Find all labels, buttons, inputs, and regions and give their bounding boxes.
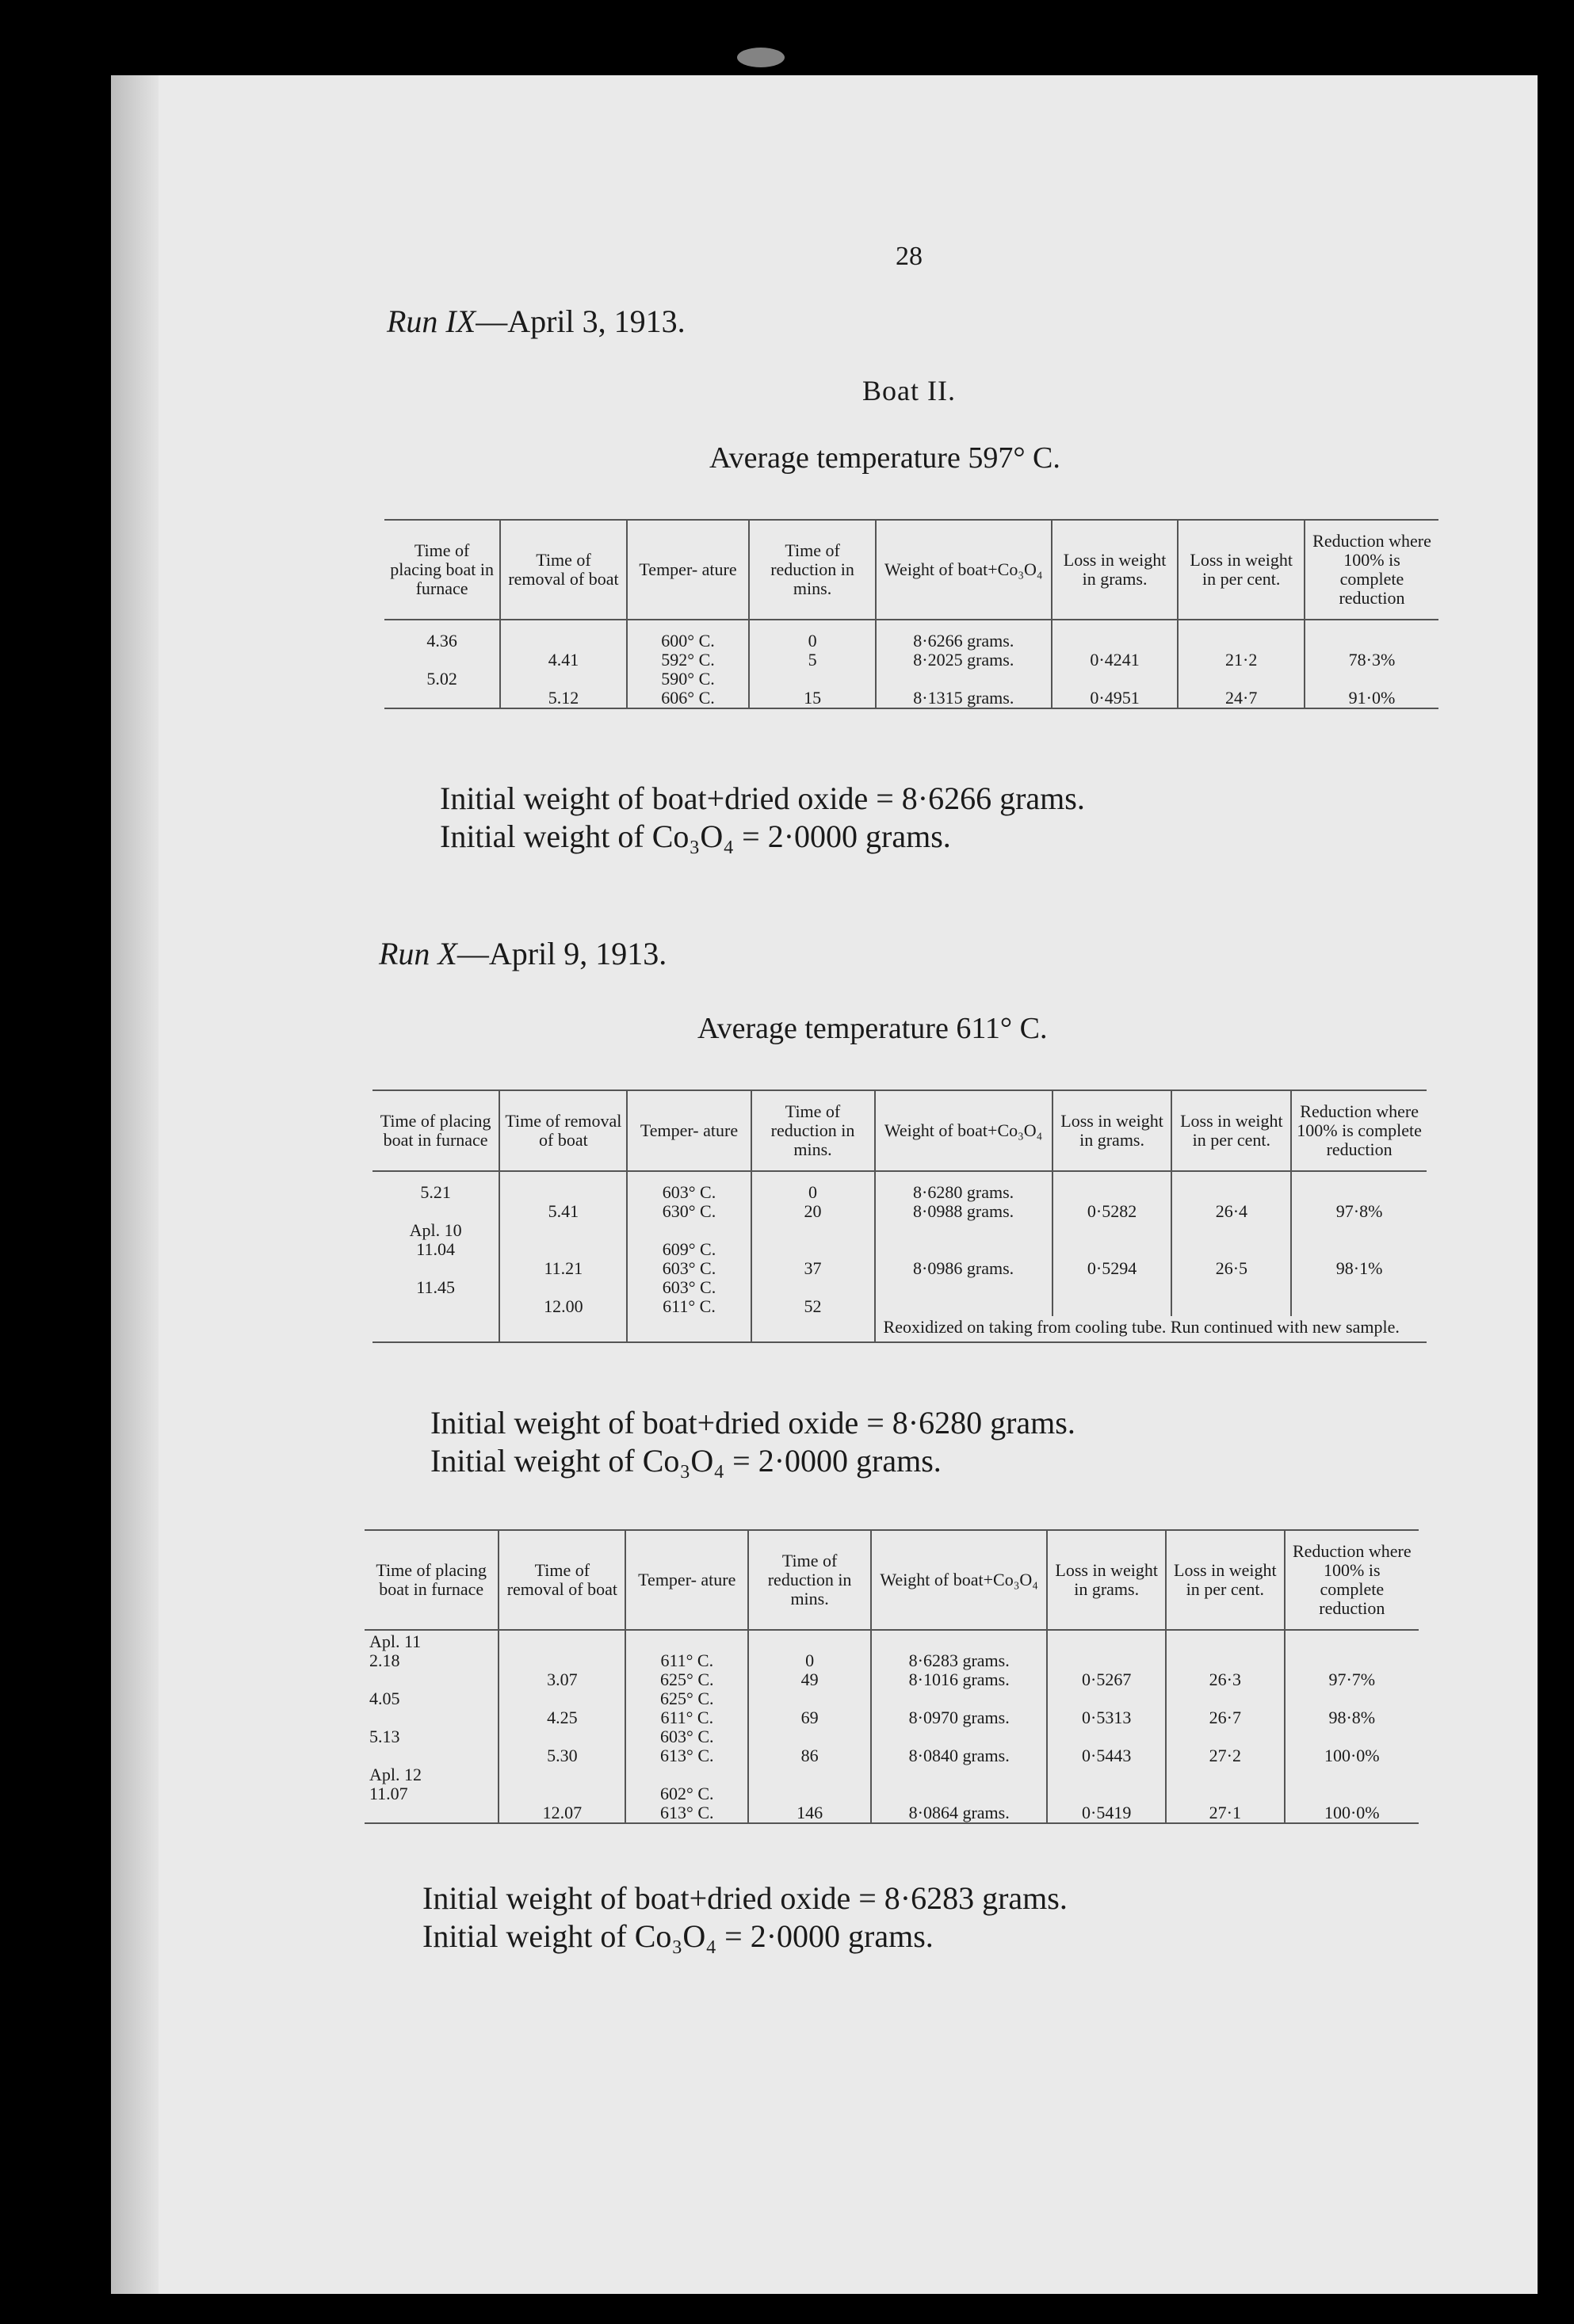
cell-minutes: 0 49 69 86 146 [748, 1630, 871, 1823]
col-reduction-time: Time of reduction in mins. [749, 520, 876, 620]
col-loss-percent: Loss in weight in per cent. [1171, 1090, 1291, 1171]
run-x-continued-table [365, 1529, 1419, 1824]
col-reduction: Reduction where 100% is complete reduction [1305, 520, 1438, 620]
run-ix-date: —April 3, 1913. [476, 303, 686, 339]
col-weight: Weight of boat+Co₃O₄ [875, 1090, 1053, 1171]
col-weight: Weight of boat+Co₃O₄ [876, 520, 1052, 620]
cell-placing: 4.36 5.02 [384, 620, 500, 708]
initial-weight-boat-oxide: Initial weight of boat+dried oxide = 8·6283 grams. [422, 1880, 1068, 1916]
cell-reduction: 78·3% 91·0% [1305, 620, 1438, 708]
cell-loss-grams: 0·4241 0·4951 [1052, 620, 1179, 708]
col-temperature: Temper- ature [627, 520, 749, 620]
initial-weight-co3o4: Initial weight of Co₃O₄ = 2·0000 grams. [440, 819, 951, 854]
col-time-removal: Time of removal of boat [499, 1530, 625, 1630]
cell-loss-percent: 26·4 26·5 [1171, 1171, 1291, 1316]
col-loss-grams: Loss in weight in grams. [1053, 1090, 1172, 1171]
boat-title: Boat II. [862, 375, 956, 406]
cell-removal: 4.41 5.12 [500, 620, 627, 708]
cell-weight: 8·6283 grams. 8·1016 grams. 8·0970 grams. 8·0840 grams. 8·0864 grams. [871, 1630, 1047, 1823]
cell-placing: Apl. 11 2.18 4.05 5.13 Apl. 12 11.07 [365, 1630, 499, 1823]
col-reduction: Reduction where 100% is complete reduction [1285, 1530, 1419, 1630]
cell-minutes: 0 5 15 [749, 620, 876, 708]
page-number: 28 [896, 242, 923, 271]
cell-removal: 3.07 4.25 5.30 12.07 [499, 1630, 625, 1823]
cell-reduction: 97·8% 98·1% [1291, 1171, 1427, 1316]
run-x-notes [430, 1404, 1075, 1480]
cell-weight: 8·6266 grams. 8·2025 grams. 8·1315 grams. [876, 620, 1052, 708]
col-time-placing: Time of placing boat in furnace [372, 1090, 499, 1171]
col-loss-grams: Loss in weight in grams. [1052, 520, 1179, 620]
table-row [384, 620, 1438, 708]
run-x-average-temperature: Average temperature 611° C. [697, 1012, 1048, 1045]
col-temperature: Temper- ature [625, 1530, 748, 1630]
cell-loss-percent: 26·3 26·7 27·2 27·1 [1166, 1630, 1285, 1823]
col-loss-percent: Loss in weight in per cent. [1166, 1530, 1285, 1630]
col-time-removal: Time of removal of boat [500, 520, 627, 620]
run-x-date: —April 9, 1913. [457, 936, 667, 971]
table-header-row [372, 1090, 1427, 1171]
table-row [372, 1171, 1427, 1316]
cell-reduction: 97·7% 98·8% 100·0% 100·0% [1285, 1630, 1419, 1823]
cell-placing: 5.21 Apl. 10 11.04 11.45 [409, 1182, 462, 1297]
cell-temperature: 611° C. 625° C. 625° C. 611° C. 603° C. 613° C. 602° C. 613° C. [625, 1630, 748, 1823]
table-header-row [384, 520, 1438, 620]
run-ix-label: Run IX [387, 303, 476, 339]
col-time-placing: Time of placing boat in furnace [384, 520, 500, 620]
cell-temperature: 603° C. 630° C. 609° C. 603° C. 603° C. 611° C. [627, 1171, 751, 1316]
run-ix-table [384, 519, 1438, 709]
run-ix-average-temperature: Average temperature 597° C. [709, 441, 1060, 475]
run-x-label: Run X [379, 936, 457, 971]
table-header-row [365, 1530, 1419, 1630]
book-spine-shadow [111, 75, 159, 2294]
cell-weight: 8·6280 grams. 8·0988 grams. 8·0986 grams. [875, 1171, 1053, 1316]
cell-loss-grams: 0·5267 0·5313 0·5443 0·5419 [1047, 1630, 1166, 1823]
cell-loss-percent: 21·2 24·7 [1178, 620, 1305, 708]
initial-weight-co3o4: Initial weight of Co₃O₄ = 2·0000 grams. [430, 1443, 942, 1479]
run-x-table [372, 1089, 1427, 1343]
run-x-continued-notes [422, 1879, 1068, 1956]
col-reduction: Reduction where 100% is complete reduction [1291, 1090, 1427, 1171]
col-temperature: Temper- ature [627, 1090, 751, 1171]
col-weight: Weight of boat+Co₃O₄ [871, 1530, 1047, 1630]
initial-weight-co3o4: Initial weight of Co₃O₄ = 2·0000 grams. [422, 1918, 934, 1954]
cell-minutes: 0 20 37 52 [751, 1171, 875, 1316]
col-loss-grams: Loss in weight in grams. [1047, 1530, 1166, 1630]
table-row [365, 1630, 1419, 1823]
col-reduction-time: Time of reduction in mins. [751, 1090, 875, 1171]
run-x-heading [379, 935, 667, 972]
col-time-placing: Time of placing boat in furnace [365, 1530, 499, 1630]
cell-loss-grams: 0·5282 0·5294 [1053, 1171, 1172, 1316]
scan-blemish [737, 48, 785, 67]
col-time-removal: Time of removal of boat [499, 1090, 627, 1171]
col-loss-percent: Loss in weight in per cent. [1178, 520, 1305, 620]
run-ix-notes [440, 780, 1085, 856]
initial-weight-boat-oxide: Initial weight of boat+dried oxide = 8·6280 grams. [430, 1405, 1075, 1441]
run-ix-heading [387, 303, 686, 340]
cell-removal: 5.41 11.21 12.00 [499, 1171, 627, 1316]
cell-temperature: 600° C. 592° C. 590° C. 606° C. [627, 620, 749, 708]
initial-weight-boat-oxide: Initial weight of boat+dried oxide = 8·6266 grams. [440, 780, 1085, 816]
cell-remark: Reoxidized on taking from cooling tube. Run continued with new sample. [875, 1316, 1427, 1342]
col-reduction-time: Time of reduction in mins. [748, 1530, 871, 1630]
table-row-remark [372, 1316, 1427, 1342]
